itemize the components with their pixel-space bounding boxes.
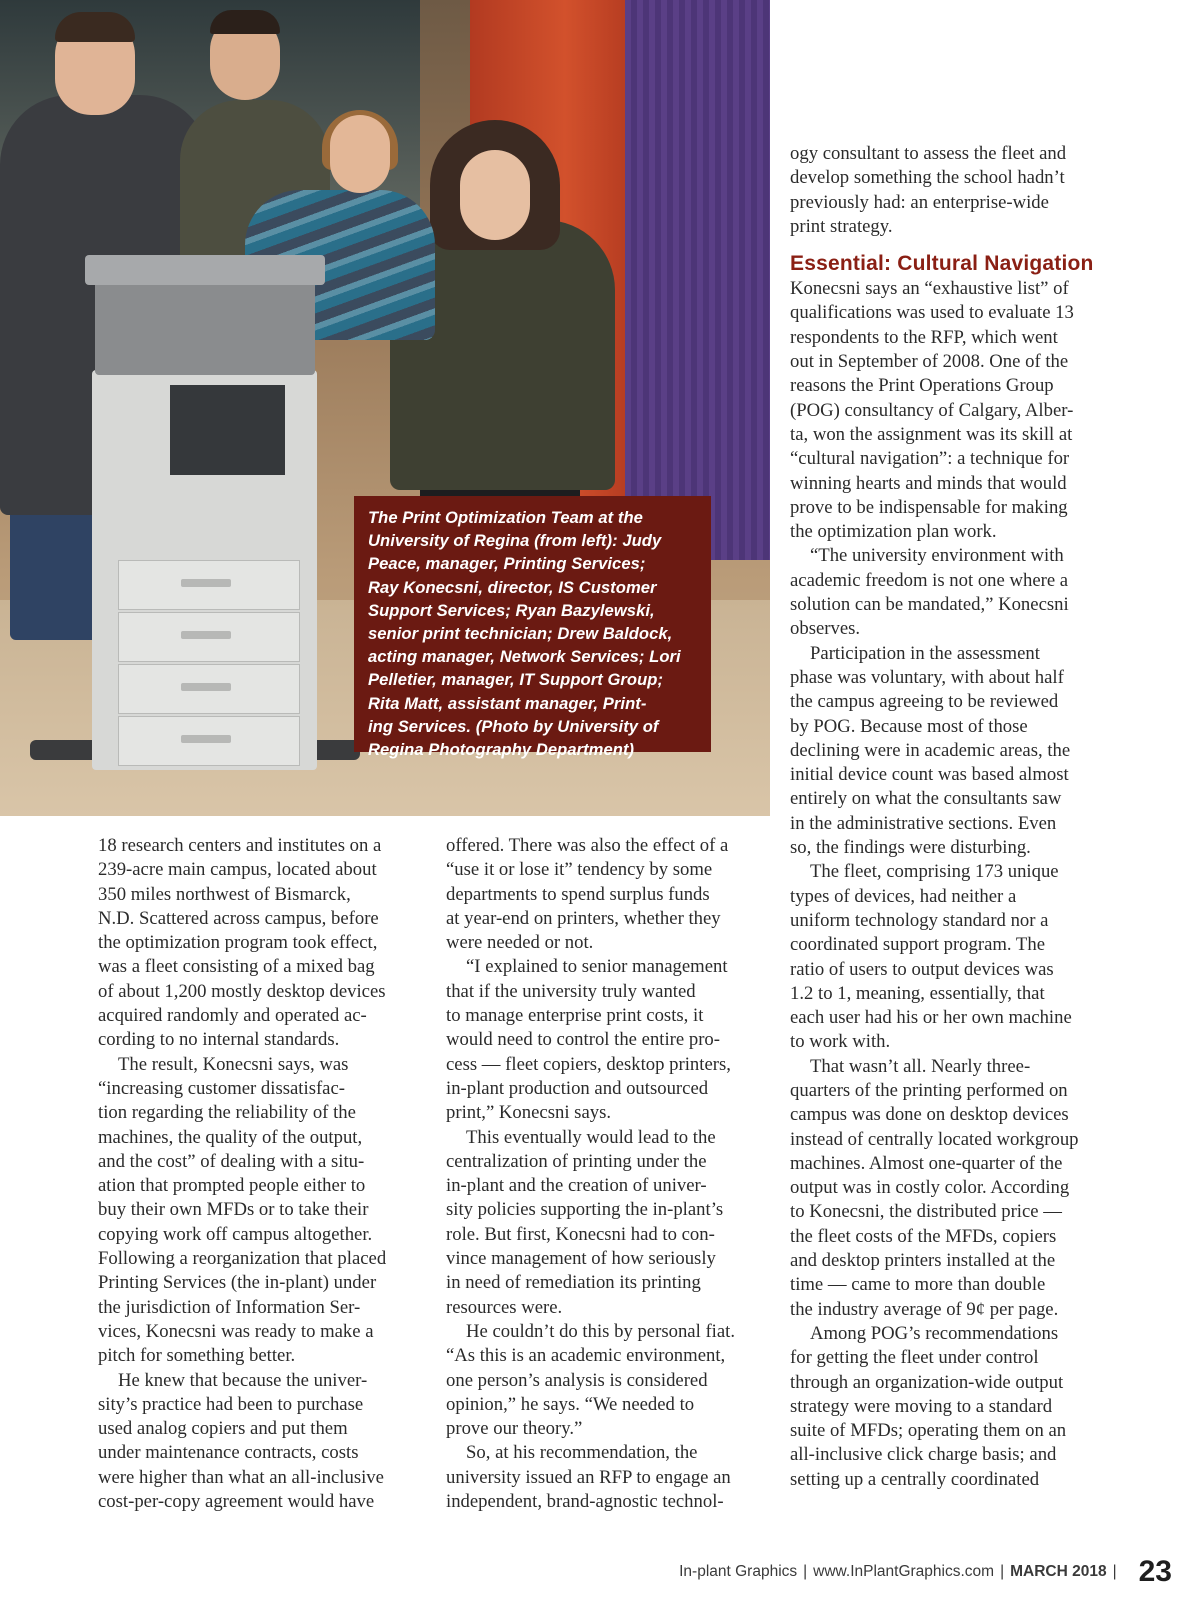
text-line: acquired randomly and operated ac- bbox=[98, 1005, 367, 1027]
text-line: Printing Services (the in-plant) under bbox=[98, 1272, 377, 1294]
text-line: opinion,” he says. “We needed to bbox=[446, 1393, 695, 1415]
caption-line: Rita Matt, assistant manager, Print- bbox=[368, 693, 647, 713]
text-line: in-plant production and outsourced bbox=[446, 1077, 709, 1099]
text-line: So, at his recommendation, the bbox=[466, 1442, 698, 1464]
text-line: the industry average of 9¢ per page. bbox=[790, 1298, 1059, 1320]
text-line: campus was done on desktop devices bbox=[790, 1104, 1069, 1126]
caption-line: Regina Photography Department) bbox=[368, 740, 635, 760]
page-number: 23 bbox=[1138, 1555, 1172, 1588]
text-line: qualifications was used to evaluate 13 bbox=[790, 302, 1074, 324]
text-line: suite of MFDs; operating them on an bbox=[790, 1420, 1067, 1442]
text-line: entirely on what the consultants saw bbox=[790, 788, 1062, 810]
text-line: out in September of 2008. One of the bbox=[790, 351, 1069, 373]
caption-line: acting manager, Network Services; Lori bbox=[368, 647, 681, 667]
caption-line: Ray Konecsni, director, IS Customer bbox=[368, 577, 657, 597]
text-line: prove to be indispensable for making bbox=[790, 496, 1068, 518]
copier-lid bbox=[85, 255, 325, 285]
text-line: at year-end on printers, whether they bbox=[446, 907, 721, 929]
text-line: (POG) consultancy of Calgary, Alber- bbox=[790, 399, 1074, 421]
text-line: Konecsni says an “exhaustive list” of bbox=[790, 278, 1069, 300]
text-line: the optimization plan work. bbox=[790, 521, 997, 543]
text-line: observes. bbox=[790, 618, 861, 640]
text-line: print,” Konecsni says. bbox=[446, 1102, 612, 1124]
copier-drawer bbox=[118, 612, 300, 662]
text-line: in the administrative sections. Even bbox=[790, 812, 1057, 834]
text-line: sity’s practice had been to purchase bbox=[98, 1393, 364, 1415]
text-line: tion regarding the reliability of the bbox=[98, 1102, 356, 1124]
text-line: He couldn’t do this by personal fiat. bbox=[466, 1320, 736, 1342]
text-line: 18 research centers and institutes on a bbox=[98, 835, 382, 856]
text-line: That wasn’t all. Nearly three- bbox=[810, 1055, 1031, 1077]
text-line: the fleet costs of the MFDs, copiers bbox=[790, 1225, 1057, 1247]
caption-line: The Print Optimization Team at the bbox=[368, 508, 643, 527]
text-line: develop something the school hadn’t bbox=[790, 167, 1065, 189]
text-line: of about 1,200 mostly desktop devices bbox=[98, 980, 386, 1002]
text-line: centralization of printing under the bbox=[446, 1150, 707, 1172]
text-line: would need to control the entire pro- bbox=[446, 1029, 720, 1051]
section-subhead: Essential: Cultural Navigation bbox=[790, 252, 1094, 276]
text-line: independent, brand-agnostic technol- bbox=[446, 1491, 724, 1513]
text-line: ation that prompted people either to bbox=[98, 1175, 366, 1197]
copier-drawer bbox=[118, 716, 300, 766]
photo-person-1-hair bbox=[55, 12, 135, 42]
text-line: winning hearts and minds that would bbox=[790, 472, 1067, 494]
text-line: coordinated support program. The bbox=[790, 934, 1045, 956]
caption-line: Pelletier, manager, IT Support Group; bbox=[368, 670, 664, 690]
text-line: academic freedom is not one where a bbox=[790, 569, 1069, 591]
text-line: were needed or not. bbox=[446, 932, 594, 954]
text-line: resources were. bbox=[446, 1296, 563, 1318]
caption-line: ing Services. (Photo by University of bbox=[368, 716, 659, 736]
article-column-1 bbox=[98, 834, 420, 1514]
text-line: one person’s analysis is considered bbox=[446, 1369, 708, 1391]
copier-drawer-handle bbox=[181, 579, 231, 587]
page-footer bbox=[679, 1555, 1172, 1589]
text-line: The fleet, comprising 173 unique bbox=[810, 861, 1059, 883]
text-line: to Konecsni, the distributed price — bbox=[790, 1201, 1062, 1223]
text-line: and desktop printers installed at the bbox=[790, 1250, 1056, 1272]
footer-issue-date: MARCH 2018 bbox=[1010, 1563, 1107, 1580]
caption-line: University of Regina (from left): Judy bbox=[368, 531, 662, 551]
text-line: “The university environment with bbox=[810, 545, 1064, 567]
text-line: 239-acre main campus, located about bbox=[98, 859, 377, 881]
text-line: vince management of how seriously bbox=[446, 1248, 716, 1270]
text-line: that if the university truly wanted bbox=[446, 980, 696, 1002]
photo-purple-wall-panel bbox=[625, 0, 770, 560]
text-line: initial device count was based almost bbox=[790, 764, 1069, 786]
photo-person-2-hair bbox=[210, 10, 280, 34]
text-line: so, the findings were disturbing. bbox=[790, 837, 1031, 859]
text-line: the campus agreeing to be reviewed bbox=[790, 691, 1059, 713]
text-line: cess — fleet copiers, desktop printers, bbox=[446, 1053, 731, 1075]
text-line: “I explained to senior management bbox=[466, 956, 728, 978]
text-line: types of devices, had neither a bbox=[790, 885, 1017, 907]
text-line: offered. There was also the effect of a bbox=[446, 835, 729, 856]
copier-drawer-handle bbox=[181, 631, 231, 639]
text-line: each user had his or her own machine bbox=[790, 1007, 1072, 1029]
text-line: pitch for something better. bbox=[98, 1345, 296, 1367]
text-line: quarters of the printing performed on bbox=[790, 1079, 1068, 1101]
caption-line: Peace, manager, Printing Services; bbox=[368, 554, 646, 574]
text-line: was a fleet consisting of a mixed bag bbox=[98, 956, 375, 978]
text-line: solution can be mandated,” Konecsni bbox=[790, 594, 1069, 616]
text-line: Following a reorganization that placed bbox=[98, 1248, 387, 1270]
text-line: to work with. bbox=[790, 1031, 891, 1053]
text-line: ta, won the assignment was its skill at bbox=[790, 423, 1073, 445]
text-line: Participation in the assessment bbox=[810, 642, 1040, 664]
text-line: in need of remediation its printing bbox=[446, 1272, 701, 1294]
text-line: machines. Almost one-quarter of the bbox=[790, 1152, 1063, 1174]
photo-person-4-face bbox=[460, 150, 530, 240]
text-line: print strategy. bbox=[790, 215, 893, 237]
text-line: “increasing customer dissatisfac- bbox=[98, 1077, 345, 1099]
text-line: prove our theory.” bbox=[446, 1418, 583, 1440]
text-line: copying work off campus altogether. bbox=[98, 1223, 373, 1245]
footer-separator: | bbox=[1000, 1563, 1005, 1580]
caption-line: senior print technician; Drew Baldock, bbox=[368, 624, 673, 644]
text-line: under maintenance contracts, costs bbox=[98, 1442, 359, 1464]
text-line: respondents to the RFP, which went bbox=[790, 326, 1058, 348]
text-line: phase was voluntary, with about half bbox=[790, 666, 1064, 688]
caption-line: Support Services; Ryan Bazylewski, bbox=[368, 600, 655, 620]
copier-drawer bbox=[118, 560, 300, 610]
text-line: N.D. Scattered across campus, before bbox=[98, 907, 379, 929]
text-line: He knew that because the univer- bbox=[118, 1369, 368, 1391]
text-line: departments to spend surplus funds bbox=[446, 883, 710, 905]
text-line: to manage enterprise print costs, it bbox=[446, 1005, 704, 1027]
text-line: 350 miles northwest of Bismarck, bbox=[98, 883, 351, 905]
text-line: “As this is an academic environment, bbox=[446, 1345, 726, 1367]
text-line: cording to no internal standards. bbox=[98, 1029, 340, 1051]
text-line: “cultural navigation”: a technique for bbox=[790, 448, 1070, 470]
text-line: by POG. Because most of those bbox=[790, 715, 1028, 737]
footer-publication: In-plant Graphics bbox=[679, 1563, 798, 1580]
text-line: instead of centrally located workgroup bbox=[790, 1128, 1079, 1150]
text-line: role. But first, Konecsni had to con- bbox=[446, 1223, 715, 1245]
text-line: uniform technology standard nor a bbox=[790, 909, 1049, 931]
text-line: cost-per-copy agreement would have bbox=[98, 1491, 375, 1513]
text-line: in-plant and the creation of univer- bbox=[446, 1175, 707, 1197]
footer-website: www.InPlantGraphics.com bbox=[813, 1563, 995, 1580]
copier-drawer-handle bbox=[181, 735, 231, 743]
text-line: This eventually would lead to the bbox=[466, 1126, 716, 1148]
text-line: strategy were moving to a standard bbox=[790, 1395, 1053, 1417]
text-line: machines, the quality of the output, bbox=[98, 1126, 363, 1148]
text-line: reasons the Print Operations Group bbox=[790, 375, 1054, 397]
text-line: the jurisdiction of Information Ser- bbox=[98, 1296, 361, 1318]
text-line: output was in costly color. According bbox=[790, 1177, 1070, 1199]
photo-person-3-head bbox=[330, 115, 390, 193]
text-line: time — came to more than double bbox=[790, 1274, 1046, 1296]
text-line: university issued an RFP to engage an bbox=[446, 1466, 731, 1488]
photo-caption bbox=[354, 496, 711, 760]
text-line: Among POG’s recommendations bbox=[810, 1322, 1059, 1344]
text-line: through an organization-wide output bbox=[790, 1371, 1064, 1393]
article-column-3 bbox=[790, 142, 1112, 1492]
text-line: the optimization program took effect, bbox=[98, 932, 378, 954]
text-line: for getting the fleet under control bbox=[790, 1347, 1039, 1369]
copier-drawer bbox=[118, 664, 300, 714]
text-line: ogy consultant to assess the fleet and bbox=[790, 143, 1067, 164]
text-line: previously had: an enterprise-wide bbox=[790, 191, 1049, 213]
copier-output-tray bbox=[170, 385, 285, 475]
text-line: The result, Konecsni says, was bbox=[118, 1053, 349, 1075]
copier-drawer-handle bbox=[181, 683, 231, 691]
text-line: declining were in academic areas, the bbox=[790, 739, 1071, 761]
text-line: sity policies supporting the in-plant’s bbox=[446, 1199, 724, 1221]
text-line: buy their own MFDs or to take their bbox=[98, 1199, 369, 1221]
footer-separator: | bbox=[1112, 1563, 1117, 1580]
text-line: all-inclusive click charge basis; and bbox=[790, 1444, 1057, 1466]
text-line: setting up a centrally coordinated bbox=[790, 1468, 1040, 1490]
text-line: ratio of users to output devices was bbox=[790, 958, 1054, 980]
footer-separator: | bbox=[803, 1563, 808, 1580]
text-line: vices, Konecsni was ready to make a bbox=[98, 1320, 374, 1342]
text-line: used analog copiers and put them bbox=[98, 1418, 348, 1440]
text-line: “use it or lose it” tendency by some bbox=[446, 859, 713, 881]
article-column-2 bbox=[446, 834, 764, 1514]
text-line: were higher than what an all-inclusive bbox=[98, 1466, 384, 1488]
text-line: 1.2 to 1, meaning, essentially, that bbox=[790, 982, 1045, 1004]
text-line: and the cost” of dealing with a situ- bbox=[98, 1150, 365, 1172]
